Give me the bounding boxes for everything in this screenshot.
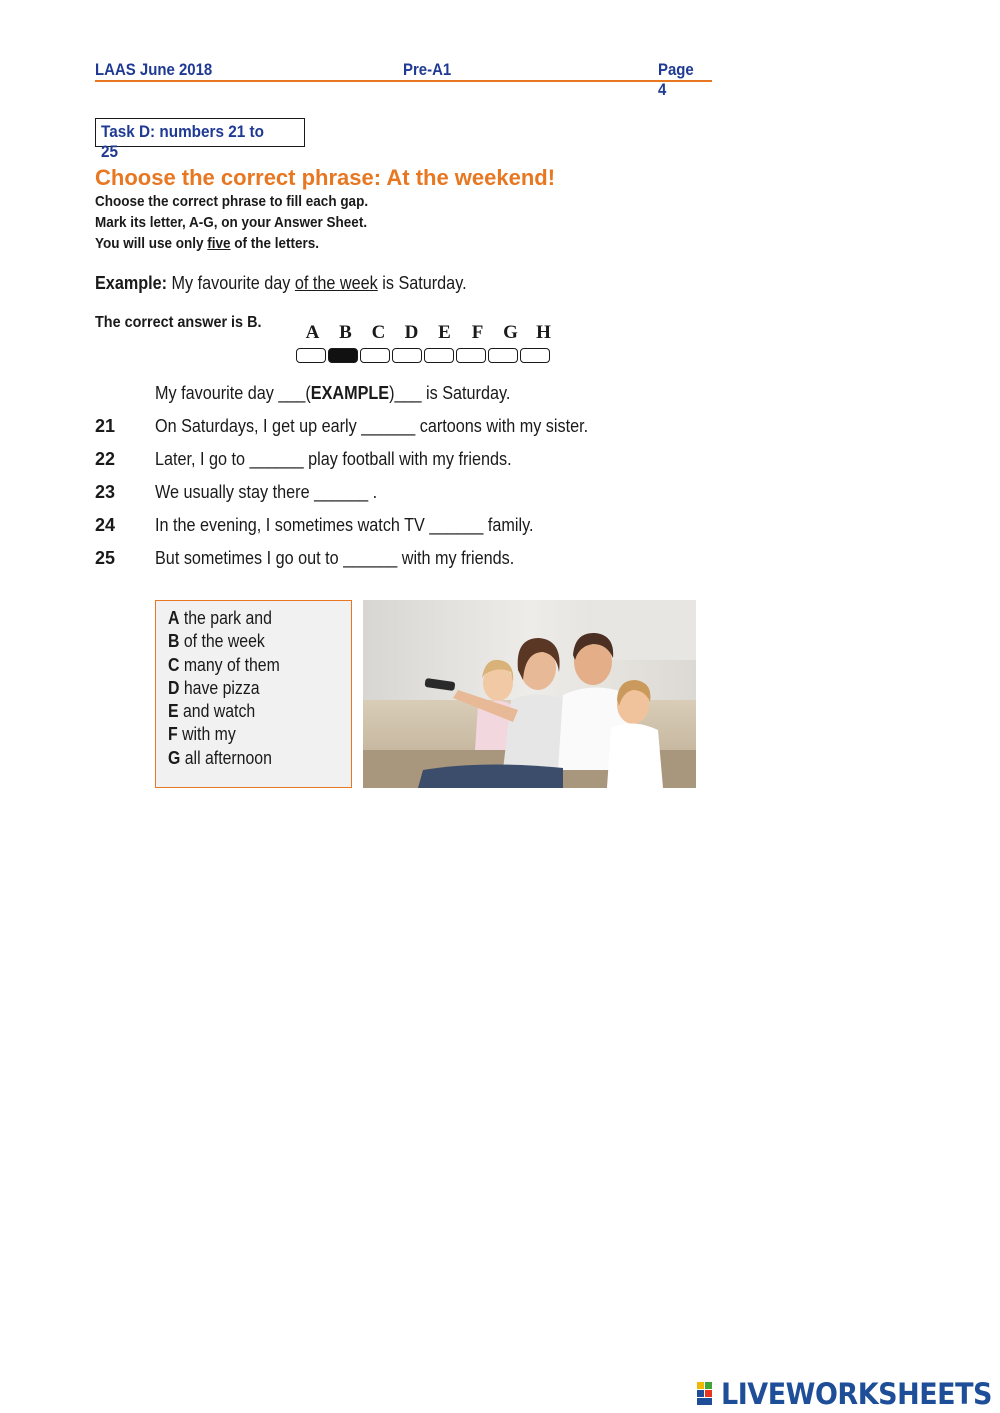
option-text: all afternoon	[180, 747, 272, 768]
family-watching-tv-photo	[363, 600, 696, 788]
option-d	[168, 678, 351, 701]
option-letter: E	[168, 701, 179, 722]
option-text: many of them	[179, 654, 280, 675]
section-title: Choose the correct phrase: At the weekend!	[95, 165, 556, 190]
instruction-line-3	[95, 235, 344, 252]
question-number: 21	[95, 416, 116, 436]
answer-box-f	[456, 348, 486, 363]
option-letter: C	[168, 654, 180, 675]
instruction-text-3-underlined: five	[207, 235, 231, 252]
option-text: and watch	[178, 701, 256, 722]
answer-letter: G	[503, 322, 518, 343]
example-line	[95, 273, 508, 294]
question-text: But sometimes I go out to ______ with my friends.	[155, 548, 515, 568]
question-number: 24	[95, 515, 116, 535]
header-level: Pre-A1	[403, 60, 452, 79]
correct-answer-line	[95, 314, 280, 332]
option-text: the park and	[179, 608, 272, 628]
instruction-line-1	[95, 193, 398, 210]
answer-letter: B	[339, 322, 352, 343]
option-text: have pizza	[179, 677, 260, 698]
answer-boxes	[296, 348, 550, 363]
liveworksheets-logo	[697, 1377, 1000, 1411]
liveworksheets-logo-icon	[697, 1382, 721, 1406]
answer-box-e	[424, 348, 454, 363]
instruction-line-2	[95, 214, 397, 231]
answer-box-a	[296, 348, 326, 363]
option-letter: F	[168, 724, 178, 745]
option-a	[168, 608, 351, 631]
answer-letters	[296, 322, 560, 344]
option-letter: B	[168, 631, 180, 652]
option-text: with my	[177, 724, 236, 745]
phrase-options-box	[155, 600, 352, 788]
instruction-text-1: Choose the correct phrase to fill each gap.	[95, 193, 369, 210]
liveworksheets-logo-text: LIVEWORKSHEETS	[721, 1377, 993, 1411]
instruction-text-2: Mark its letter, A-G, on your Answer Sheet.	[95, 214, 368, 231]
option-c	[168, 655, 351, 678]
example-text-pre: My favourite day	[167, 273, 295, 293]
example-sentence-post: )___ is Saturday.	[389, 383, 511, 403]
answer-box-d	[392, 348, 422, 363]
question-text: In the evening, I sometimes watch TV ______ family.	[155, 515, 534, 535]
question-text: We usually stay there ______ .	[155, 482, 378, 502]
option-f	[168, 724, 351, 747]
option-letter: G	[168, 747, 181, 768]
task-label-box	[95, 118, 305, 161]
option-e	[168, 701, 351, 724]
instruction-text-3a: You will use only	[95, 235, 208, 252]
answer-letter: H	[536, 322, 551, 343]
page-header	[95, 60, 712, 99]
answer-box-h	[520, 348, 550, 363]
question-number: 25	[95, 548, 116, 568]
correct-answer-text: The correct answer is B.	[95, 314, 262, 331]
option-letter: D	[168, 677, 180, 698]
header-exam-name: LAAS June 2018	[95, 60, 213, 79]
example-label: Example:	[95, 273, 168, 293]
instruction-text-3b: of the letters.	[230, 235, 320, 252]
answer-box-c	[360, 348, 390, 363]
example-sentence-pre: My favourite day ___(	[155, 383, 311, 403]
option-g	[168, 748, 351, 771]
answer-box-b	[328, 348, 358, 363]
option-text: of the week	[179, 631, 265, 652]
question-number: 23	[95, 482, 116, 502]
header-page-number: Page 4	[658, 60, 694, 99]
option-letter: A	[168, 608, 180, 628]
option-b	[168, 631, 351, 654]
example-underlined: of the week	[294, 273, 378, 293]
question-text: On Saturdays, I get up early ______ cartoons with my sister.	[155, 416, 589, 436]
example-text-post: is Saturday.	[377, 273, 467, 293]
answer-letter: C	[371, 322, 386, 343]
answer-letter: F	[471, 322, 484, 343]
answer-box-g	[488, 348, 518, 363]
question-number: 22	[95, 449, 116, 469]
answer-letter: E	[438, 322, 451, 343]
answer-letter: A	[305, 322, 320, 343]
example-sentence-bold: EXAMPLE	[310, 383, 390, 403]
question-text: Later, I go to ______ play football with my friends.	[155, 449, 512, 469]
answer-letter: D	[404, 322, 419, 343]
task-label: Task D: numbers 21 to 25	[101, 122, 264, 161]
